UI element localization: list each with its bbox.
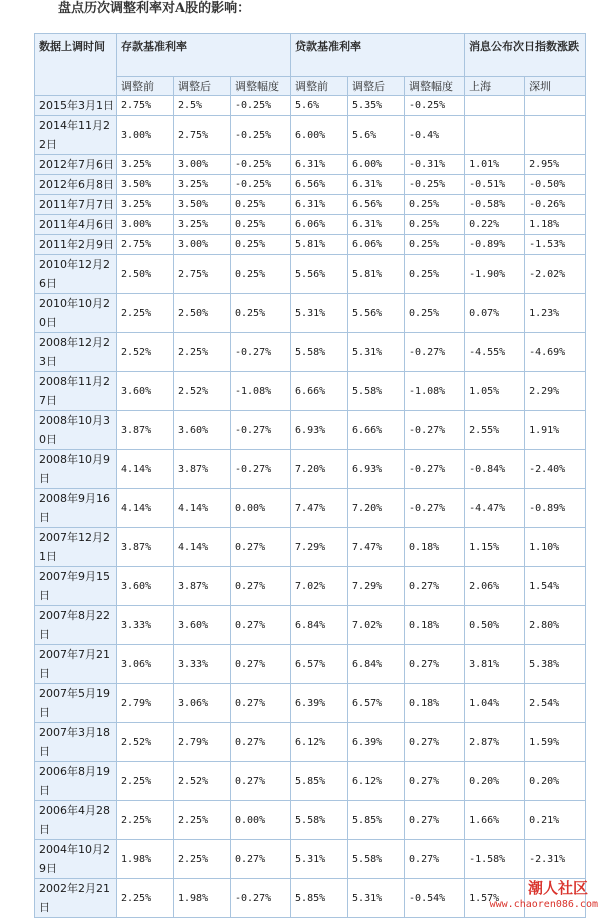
cell-d-after: 3.25% (174, 175, 231, 195)
cell-d-before: 2.52% (117, 723, 174, 762)
cell-d-before: 3.50% (117, 175, 174, 195)
cell-d-change: 0.25% (231, 235, 291, 255)
cell-l-before: 5.31% (291, 294, 348, 333)
cell-sh: 0.22% (465, 215, 525, 235)
watermark-logo (474, 878, 598, 916)
cell-d-change: 0.25% (231, 215, 291, 235)
cell-l-change: 0.18% (405, 606, 465, 645)
cell-d-change: 0.27% (231, 528, 291, 567)
cell-d-after: 2.52% (174, 372, 231, 411)
table-row (35, 684, 586, 723)
cell-sh: -0.89% (465, 235, 525, 255)
cell-l-before: 6.06% (291, 215, 348, 235)
cell-l-change: -0.54% (405, 879, 465, 918)
cell-d-after: 3.00% (174, 155, 231, 175)
table-row (35, 96, 586, 116)
header-deposit: 存款基准利率 (117, 34, 291, 77)
cell-l-before: 7.29% (291, 528, 348, 567)
subheader-loan-after: 调整后 (348, 77, 405, 96)
table-row (35, 215, 586, 235)
cell-sz: 0.20% (525, 762, 586, 801)
cell-l-before: 6.39% (291, 684, 348, 723)
row-date: 2012年6月8日 (35, 175, 117, 195)
cell-sz: 1.91% (525, 411, 586, 450)
cell-d-before: 3.60% (117, 372, 174, 411)
cell-sh: -1.90% (465, 255, 525, 294)
row-date: 2008年11月27日 (35, 372, 117, 411)
table-row (35, 840, 586, 879)
row-date: 2011年4月6日 (35, 215, 117, 235)
cell-d-after: 3.00% (174, 235, 231, 255)
table-row (35, 723, 586, 762)
cell-l-before: 6.12% (291, 723, 348, 762)
cell-l-after: 6.56% (348, 195, 405, 215)
cell-l-change: 0.18% (405, 684, 465, 723)
cell-sz: -1.53% (525, 235, 586, 255)
cell-d-before: 2.25% (117, 879, 174, 918)
cell-d-before: 3.33% (117, 606, 174, 645)
cell-sz: -4.69% (525, 333, 586, 372)
cell-d-change: 0.27% (231, 762, 291, 801)
cell-d-change: -1.08% (231, 372, 291, 411)
cell-l-change: -0.27% (405, 411, 465, 450)
cell-l-before: 6.66% (291, 372, 348, 411)
cell-sz: 1.10% (525, 528, 586, 567)
cell-d-after: 3.50% (174, 195, 231, 215)
cell-sz: 2.29% (525, 372, 586, 411)
cell-d-before: 3.60% (117, 567, 174, 606)
row-date: 2002年2月21日 (35, 879, 117, 918)
cell-d-after: 2.52% (174, 762, 231, 801)
cell-l-after: 6.06% (348, 235, 405, 255)
row-date: 2006年8月19日 (35, 762, 117, 801)
table-row (35, 155, 586, 175)
cell-l-after: 6.66% (348, 411, 405, 450)
cell-l-after: 6.31% (348, 215, 405, 235)
cell-l-after: 5.31% (348, 333, 405, 372)
cell-sh: 2.06% (465, 567, 525, 606)
cell-sh: 3.81% (465, 645, 525, 684)
cell-l-before: 6.31% (291, 155, 348, 175)
cell-l-after: 7.20% (348, 489, 405, 528)
subheader-loan-change: 调整幅度 (405, 77, 465, 96)
cell-sz: -2.40% (525, 450, 586, 489)
cell-l-after: 5.31% (348, 879, 405, 918)
cell-sz: -0.89% (525, 489, 586, 528)
cell-d-before: 2.75% (117, 96, 174, 116)
table-row (35, 235, 586, 255)
cell-l-change: 0.25% (405, 294, 465, 333)
cell-sh: 1.04% (465, 684, 525, 723)
subheader-loan-before: 调整前 (291, 77, 348, 96)
cell-sz (525, 116, 586, 155)
cell-l-before: 5.85% (291, 879, 348, 918)
cell-l-change: -1.08% (405, 372, 465, 411)
cell-d-before: 2.75% (117, 235, 174, 255)
header-date: 数据上调时间 (35, 34, 117, 96)
cell-l-before: 6.56% (291, 175, 348, 195)
cell-sh (465, 96, 525, 116)
cell-sh: 1.15% (465, 528, 525, 567)
cell-d-after: 3.33% (174, 645, 231, 684)
cell-l-before: 6.84% (291, 606, 348, 645)
cell-d-before: 2.25% (117, 294, 174, 333)
row-date: 2008年10月9日 (35, 450, 117, 489)
table-row (35, 255, 586, 294)
cell-d-after: 2.75% (174, 116, 231, 155)
cell-sz: 1.59% (525, 723, 586, 762)
cell-d-before: 2.25% (117, 762, 174, 801)
cell-d-change: -0.25% (231, 175, 291, 195)
cell-d-change: -0.25% (231, 96, 291, 116)
cell-sz: 1.18% (525, 215, 586, 235)
cell-sh: -4.55% (465, 333, 525, 372)
cell-d-before: 4.14% (117, 489, 174, 528)
cell-l-change: -0.27% (405, 450, 465, 489)
cell-l-change: 0.25% (405, 215, 465, 235)
cell-d-change: -0.25% (231, 116, 291, 155)
cell-l-change: 0.27% (405, 840, 465, 879)
cell-l-change: -0.27% (405, 333, 465, 372)
table-row (35, 645, 586, 684)
cell-sh: -0.51% (465, 175, 525, 195)
cell-d-after: 3.87% (174, 450, 231, 489)
cell-d-change: -0.27% (231, 879, 291, 918)
cell-l-before: 5.56% (291, 255, 348, 294)
rate-table (34, 33, 586, 918)
cell-sh: 0.50% (465, 606, 525, 645)
cell-l-before: 5.6% (291, 96, 348, 116)
cell-l-before: 6.31% (291, 195, 348, 215)
cell-sh: 0.20% (465, 762, 525, 801)
cell-d-before: 4.14% (117, 450, 174, 489)
table-row (35, 489, 586, 528)
cell-l-after: 5.58% (348, 372, 405, 411)
cell-l-after: 5.85% (348, 801, 405, 840)
cell-l-after: 6.12% (348, 762, 405, 801)
cell-l-change: -0.4% (405, 116, 465, 155)
cell-d-change: 0.27% (231, 684, 291, 723)
cell-d-before: 3.00% (117, 215, 174, 235)
cell-d-after: 4.14% (174, 489, 231, 528)
cell-sh: 1.01% (465, 155, 525, 175)
cell-l-change: 0.25% (405, 195, 465, 215)
table-row (35, 372, 586, 411)
cell-sz: 5.38% (525, 645, 586, 684)
table-row (35, 411, 586, 450)
cell-d-change: 0.27% (231, 723, 291, 762)
subheader-deposit-change: 调整幅度 (231, 77, 291, 96)
cell-l-after: 5.6% (348, 116, 405, 155)
cell-d-before: 2.79% (117, 684, 174, 723)
cell-sz: 1.23% (525, 294, 586, 333)
cell-d-change: 0.00% (231, 801, 291, 840)
row-date: 2007年9月15日 (35, 567, 117, 606)
cell-sz: -2.02% (525, 255, 586, 294)
row-date: 2010年12月26日 (35, 255, 117, 294)
row-date: 2004年10月29日 (35, 840, 117, 879)
cell-sz: 2.95% (525, 155, 586, 175)
cell-sh: -0.84% (465, 450, 525, 489)
header-row (35, 34, 586, 77)
cell-sh: 1.57% (465, 879, 525, 918)
cell-l-after: 5.81% (348, 255, 405, 294)
cell-d-after: 2.50% (174, 294, 231, 333)
cell-d-change: 0.00% (231, 489, 291, 528)
row-date: 2012年7月6日 (35, 155, 117, 175)
table-row (35, 450, 586, 489)
page-title: 盘点历次调整利率对A股的影响： (58, 1, 251, 16)
cell-l-change: 0.18% (405, 528, 465, 567)
cell-l-before: 6.00% (291, 116, 348, 155)
cell-d-change: -0.25% (231, 155, 291, 175)
row-date: 2008年10月30日 (35, 411, 117, 450)
cell-d-before: 3.87% (117, 528, 174, 567)
subheader-deposit-before: 调整前 (117, 77, 174, 96)
row-date: 2007年12月21日 (35, 528, 117, 567)
cell-d-after: 2.25% (174, 333, 231, 372)
cell-l-before: 6.93% (291, 411, 348, 450)
subheader-row (35, 77, 586, 96)
cell-d-before: 3.06% (117, 645, 174, 684)
table-row (35, 528, 586, 567)
cell-d-change: 0.27% (231, 606, 291, 645)
cell-l-after: 7.02% (348, 606, 405, 645)
table-row (35, 801, 586, 840)
cell-l-after: 6.57% (348, 684, 405, 723)
cell-l-after: 7.47% (348, 528, 405, 567)
table-row (35, 195, 586, 215)
cell-d-after: 2.75% (174, 255, 231, 294)
cell-d-change: -0.27% (231, 450, 291, 489)
cell-sh: -1.58% (465, 840, 525, 879)
cell-l-before: 7.47% (291, 489, 348, 528)
header-index: 消息公布次日指数涨跌 (465, 34, 586, 77)
row-date: 2015年3月1日 (35, 96, 117, 116)
table-row (35, 762, 586, 801)
cell-d-change: -0.27% (231, 333, 291, 372)
cell-l-after: 6.39% (348, 723, 405, 762)
cell-l-after: 7.29% (348, 567, 405, 606)
cell-sh: -0.58% (465, 195, 525, 215)
cell-sz: 0.21% (525, 801, 586, 840)
cell-l-after: 6.00% (348, 155, 405, 175)
cell-l-after: 5.56% (348, 294, 405, 333)
cell-l-change: 0.27% (405, 723, 465, 762)
cell-d-change: 0.25% (231, 195, 291, 215)
table-row (35, 294, 586, 333)
cell-l-change: 0.25% (405, 255, 465, 294)
table-row (35, 175, 586, 195)
cell-l-before: 7.20% (291, 450, 348, 489)
cell-sz: -0.26% (525, 195, 586, 215)
table-row (35, 116, 586, 155)
cell-l-change: 0.25% (405, 235, 465, 255)
cell-l-change: -0.25% (405, 175, 465, 195)
watermark-url: www.chaoren086.com (489, 899, 598, 910)
subheader-deposit-after: 调整后 (174, 77, 231, 96)
row-date: 2011年2月9日 (35, 235, 117, 255)
cell-sh: 0.07% (465, 294, 525, 333)
cell-d-before: 2.52% (117, 333, 174, 372)
cell-d-after: 3.60% (174, 606, 231, 645)
row-date: 2007年7月21日 (35, 645, 117, 684)
row-date: 2010年10月20日 (35, 294, 117, 333)
cell-l-change: -0.25% (405, 96, 465, 116)
cell-l-before: 5.85% (291, 762, 348, 801)
row-date: 2014年11月22日 (35, 116, 117, 155)
cell-d-change: 0.27% (231, 645, 291, 684)
cell-l-change: -0.31% (405, 155, 465, 175)
cell-d-before: 3.87% (117, 411, 174, 450)
watermark-name: 潮人社区 (527, 879, 588, 897)
cell-sh: 1.66% (465, 801, 525, 840)
cell-l-change: -0.27% (405, 489, 465, 528)
cell-l-after: 5.35% (348, 96, 405, 116)
subheader-shenzhen: 深圳 (525, 77, 586, 96)
cell-l-change: 0.27% (405, 762, 465, 801)
cell-sz: -0.50% (525, 175, 586, 195)
cell-sh (465, 116, 525, 155)
cell-d-change: 0.25% (231, 255, 291, 294)
cell-d-after: 3.06% (174, 684, 231, 723)
cell-sz: 2.80% (525, 606, 586, 645)
cell-d-after: 3.60% (174, 411, 231, 450)
cell-d-after: 4.14% (174, 528, 231, 567)
cell-d-after: 3.25% (174, 215, 231, 235)
cell-l-before: 5.58% (291, 333, 348, 372)
cell-d-after: 3.87% (174, 567, 231, 606)
cell-d-change: 0.25% (231, 294, 291, 333)
cell-d-before: 3.25% (117, 195, 174, 215)
cell-d-before: 1.98% (117, 840, 174, 879)
cell-d-after: 2.79% (174, 723, 231, 762)
cell-l-after: 5.58% (348, 840, 405, 879)
row-date: 2011年7月7日 (35, 195, 117, 215)
cell-d-change: -0.27% (231, 411, 291, 450)
cell-d-after: 1.98% (174, 879, 231, 918)
cell-d-change: 0.27% (231, 567, 291, 606)
cell-sh: 1.05% (465, 372, 525, 411)
table-row (35, 606, 586, 645)
row-date: 2006年4月28日 (35, 801, 117, 840)
cell-l-before: 5.81% (291, 235, 348, 255)
cell-sh: 2.55% (465, 411, 525, 450)
cell-l-change: 0.27% (405, 801, 465, 840)
table-row (35, 333, 586, 372)
cell-sh: -4.47% (465, 489, 525, 528)
cell-l-after: 6.31% (348, 175, 405, 195)
cell-l-before: 5.31% (291, 840, 348, 879)
cell-sz: -2.31% (525, 840, 586, 879)
cell-l-after: 6.84% (348, 645, 405, 684)
row-date: 2007年5月19日 (35, 684, 117, 723)
row-date: 2007年3月18日 (35, 723, 117, 762)
cell-sz: 1.54% (525, 567, 586, 606)
cell-l-before: 6.57% (291, 645, 348, 684)
cell-sh: 2.87% (465, 723, 525, 762)
cell-l-change: 0.27% (405, 645, 465, 684)
cell-l-before: 5.58% (291, 801, 348, 840)
cell-sz (525, 96, 586, 116)
row-date: 2007年8月22日 (35, 606, 117, 645)
cell-l-after: 6.93% (348, 450, 405, 489)
cell-d-before: 2.50% (117, 255, 174, 294)
header-loan: 贷款基准利率 (291, 34, 465, 77)
cell-d-before: 3.25% (117, 155, 174, 175)
cell-d-after: 2.25% (174, 801, 231, 840)
cell-sz: 2.54% (525, 684, 586, 723)
cell-d-after: 2.5% (174, 96, 231, 116)
cell-d-after: 2.25% (174, 840, 231, 879)
subheader-shanghai: 上海 (465, 77, 525, 96)
cell-d-change: 0.27% (231, 840, 291, 879)
table-row (35, 567, 586, 606)
row-date: 2008年12月23日 (35, 333, 117, 372)
row-date: 2008年9月16日 (35, 489, 117, 528)
cell-l-before: 7.02% (291, 567, 348, 606)
cell-d-before: 2.25% (117, 801, 174, 840)
cell-d-before: 3.00% (117, 116, 174, 155)
cell-l-change: 0.27% (405, 567, 465, 606)
